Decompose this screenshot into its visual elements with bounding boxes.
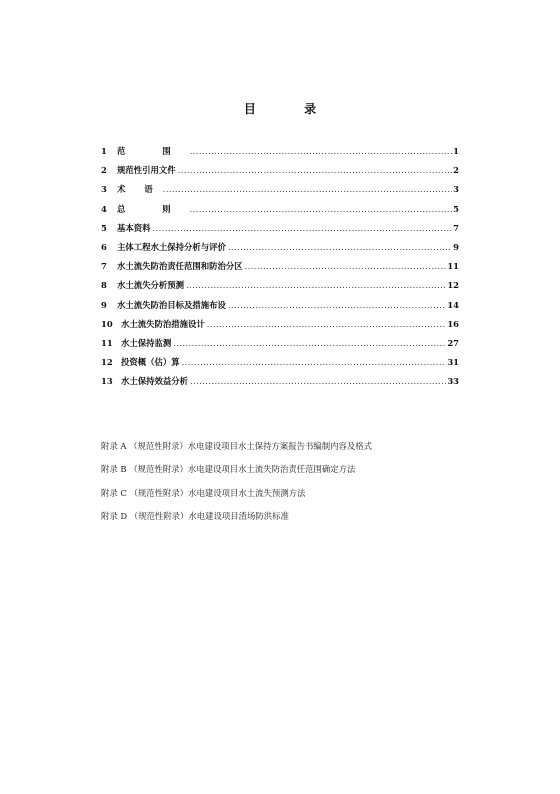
toc-entry-number: 7: [101, 261, 107, 272]
toc-entry-page: 11: [447, 261, 459, 272]
toc-entry[interactable]: [101, 222, 459, 241]
toc-entry-page: 2: [453, 165, 459, 176]
toc-entry-number: 8: [101, 280, 107, 291]
toc-list: [101, 145, 459, 394]
toc-entry[interactable]: [101, 375, 459, 394]
toc-entry-page: 7: [453, 222, 459, 233]
toc-entry-page: 9: [453, 241, 459, 252]
toc-entry-page: 27: [447, 337, 459, 348]
toc-entry-page: 14: [447, 299, 459, 310]
appendix-list: [101, 440, 481, 534]
toc-entry-number: 13: [101, 376, 113, 387]
toc-entry-page: 12: [447, 280, 459, 291]
appendix-entry[interactable]: 附录 C （规范性附录）水电建设项目水土流失预测方法: [101, 487, 306, 498]
toc-entry[interactable]: [101, 183, 459, 202]
toc-dot-leader: [186, 280, 446, 290]
toc-entry[interactable]: [101, 279, 459, 298]
toc-entry-page: 1: [453, 146, 459, 156]
toc-entry-title: 术 语: [117, 184, 161, 195]
toc-entry[interactable]: [101, 164, 459, 183]
toc-title: 目 录: [243, 102, 339, 116]
appendix-entry[interactable]: 附录 A （规范性附录）水电建设项目水土保持方案报告书编制内容及格式: [101, 441, 372, 451]
toc-entry-title: 主体工程水土保持分析与评价: [117, 241, 226, 252]
toc-entry-page: 16: [447, 318, 459, 329]
toc-dot-leader: [178, 165, 453, 175]
toc-dot-leader: [190, 376, 446, 386]
toc-entry-title: 投资概（估）算: [121, 357, 180, 368]
toc-entry-number: 10: [101, 318, 113, 329]
toc-entry-number: 2: [101, 165, 107, 176]
toc-entry-number: 5: [101, 222, 107, 233]
toc-entry-page: 3: [453, 184, 459, 195]
toc-dot-leader: [182, 357, 447, 367]
toc-dot-leader: [190, 146, 453, 156]
toc-entry-title: 水土流失防治目标及措施布设: [117, 299, 226, 310]
toc-entry-title: 规范性引用文件: [117, 165, 176, 176]
toc-entry[interactable]: [101, 337, 459, 356]
toc-entry-number: 11: [101, 337, 113, 348]
toc-entry[interactable]: [101, 241, 459, 260]
toc-entry-title: 基本资料: [117, 222, 151, 233]
toc-dot-leader: [245, 261, 447, 271]
toc-entry[interactable]: [101, 260, 459, 279]
toc-dot-leader: [163, 184, 453, 194]
toc-entry-page: 5: [453, 203, 459, 214]
toc-entry-title: 总 则: [117, 203, 188, 214]
toc-dot-leader: [207, 319, 447, 329]
toc-entry-title: 水土流失防治措施设计: [121, 318, 205, 329]
toc-entry-page: 31: [447, 357, 459, 368]
toc-entry[interactable]: [101, 356, 459, 375]
toc-entry-title: 范 围: [117, 146, 188, 156]
toc-dot-leader: [228, 242, 452, 252]
toc-entry-title: 水土保持监测: [121, 337, 172, 348]
toc-entry[interactable]: [101, 145, 459, 164]
toc-entry-title: 水土流失防治责任范围和防治分区: [117, 261, 243, 272]
toc-entry-title: 水土流失分析预测: [117, 280, 184, 291]
toc-dot-leader: [228, 300, 446, 310]
toc-entry-number: 9: [101, 299, 107, 310]
toc-entry-page: 33: [447, 376, 459, 387]
appendix-entry[interactable]: 附录 B （规范性附录）水电建设项目水土流失防治责任范围确定方法: [101, 464, 356, 475]
toc-dot-leader: [190, 204, 453, 214]
toc-dot-leader: [153, 223, 453, 233]
toc-dot-leader: [173, 338, 446, 348]
toc-entry[interactable]: [101, 203, 459, 222]
toc-entry-number: 4: [101, 203, 107, 214]
toc-entry[interactable]: [101, 318, 459, 337]
toc-entry-number: 6: [101, 241, 107, 252]
toc-entry-number: 12: [101, 357, 113, 368]
appendix-entry[interactable]: 附录 D （规范性附录）水电建设项目渣场防洪标准: [101, 511, 289, 522]
toc-entry-number: 1: [101, 146, 107, 156]
toc-entry[interactable]: [101, 299, 459, 318]
toc-entry-number: 3: [101, 184, 107, 195]
toc-entry-title: 水土保持效益分析: [121, 376, 188, 387]
